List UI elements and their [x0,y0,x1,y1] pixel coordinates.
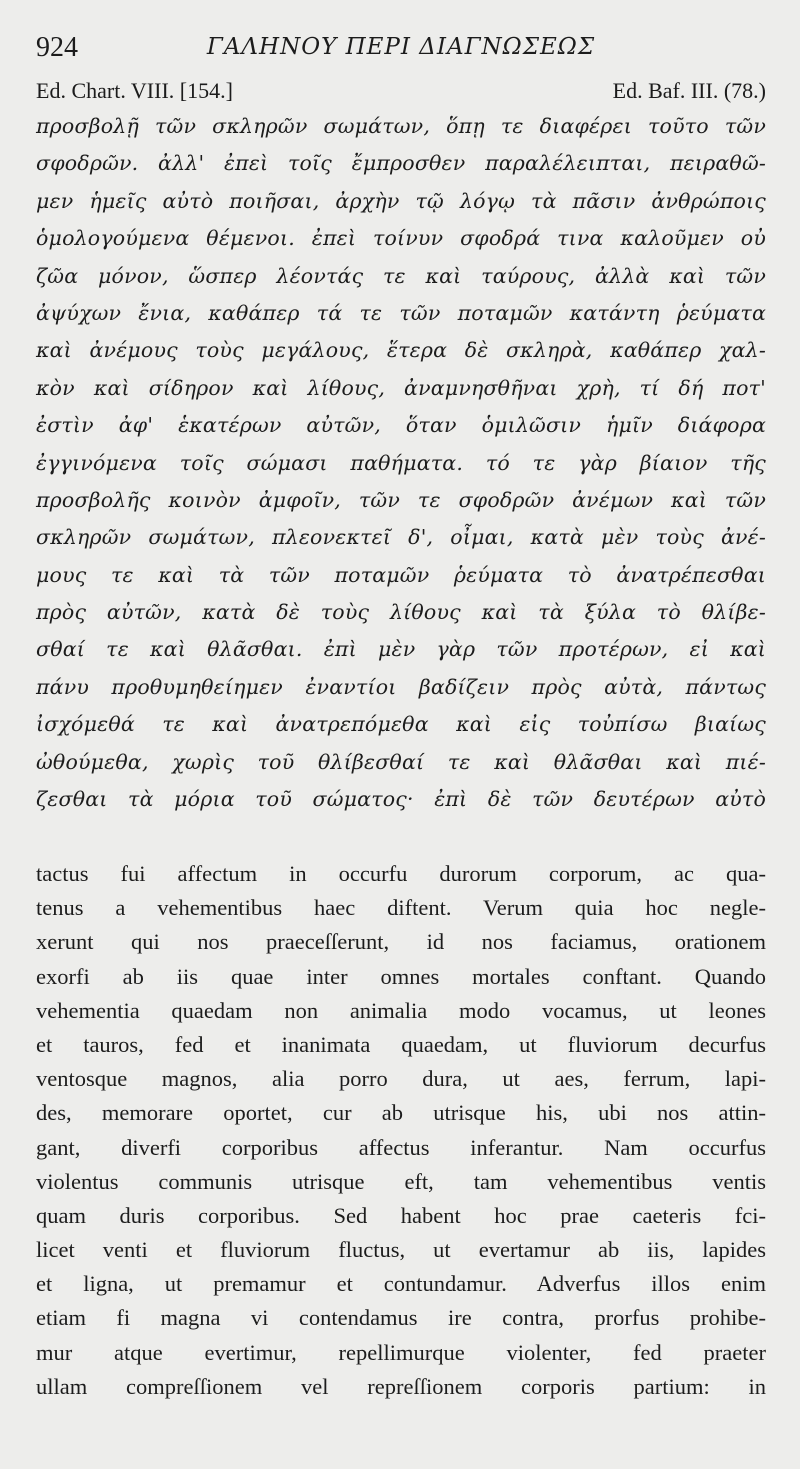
latin-text-line: vehementia quaedam non animalia modo vocamus, ut leones [36,997,766,1023]
latin-text-line: gant, diverfi corporibus affectus inferantur. Nam occurfus [36,1134,766,1160]
latin-text-line: etiam fi magna vi contendamus ire contra, prorfus prohibe- [36,1305,766,1331]
greek-text-line: σφοδρῶν. ἀλλ' ἐπεὶ τοῖς ἔμπροσθεν παραλέλειπται, πειραθῶ- [36,151,766,176]
greek-text-line: ἐγγινόμενα τοῖς σώμασι παθήματα. τό τε γὰρ βίαιον τῆς [36,450,766,475]
latin-text-line: et tauros, fed et inanimata quaedam, ut fluviorum decurfus [36,1031,766,1057]
page-number: 924 [36,32,78,63]
greek-text-line: σθαί τε καὶ θλᾶσθαι. ἐπὶ μὲν γὰρ τῶν προτέρων, εἰ καὶ [36,637,766,662]
running-title: ΓΑΛΗΝΟΥ ΠΕΡΙ ΔΙΑΓΝΩΣΕΩΣ [206,34,596,60]
latin-text-line: tactus fui affectum in occurfu durorum corporum, ac qua- [36,861,766,886]
latin-text-line: licet venti et fluviorum fluctus, ut evertamur ab iis, lapides [36,1237,766,1263]
greek-text-line: ζεσθαι τὰ μόρια τοῦ σώματος· ἐπὶ δὲ τῶν δευτέρων αὐτὸ [36,787,766,812]
page-header [36,28,766,72]
latin-text-line: xerunt qui nos praeceſſerunt, id nos faciamus, orationem [36,929,766,955]
greek-text-line: καὶ ἀνέμους τοὺς μεγάλους, ἕτερα δὲ σκληρὰ, καθάπερ χαλ- [36,338,766,363]
latin-text-line: quam duris corporibus. Sed habent hoc prae caeteris fci- [36,1202,766,1228]
latin-text-line: violentus communis utrisque eft, tam vehementibus ventis [36,1168,766,1194]
edition-references [36,78,766,108]
latin-text-block [36,857,766,1404]
greek-text-line: ἐστὶν ἀφ' ἑκατέρων αὐτῶν, ὅταν ὁμιλῶσιν ἡμῖν διάφορα [36,413,766,438]
greek-text-block [36,108,766,818]
greek-text-line: κὸν καὶ σίδηρον καὶ λίθους, ἀναμνησθῆναι χρὴ, τί δή ποτ' [36,375,766,400]
greek-text-line: πάνυ προθυμηθείημεν ἐναντίοι βαδίζειν πρὸς αὐτὰ, πάντως [36,674,766,699]
latin-text-line: ullam compreſſionem vel repreſſionem corporis partium: in [36,1373,766,1399]
latin-text-line: et ligna, ut premamur et contundamur. Adverfus illos enim [36,1271,766,1297]
greek-text-line: προσβολῆς κοινὸν ἀμφοῖν, τῶν τε σφοδρῶν ἀνέμων καὶ τῶν [36,487,766,512]
latin-text-line: des, memorare oportet, cur ab utrisque his, ubi nos attin- [36,1100,766,1126]
greek-text-line: πρὸς αὐτῶν, κατὰ δὲ τοὺς λίθους καὶ τὰ ξύλα τὸ θλίβε- [36,600,766,625]
greek-text-line: ἀψύχων ἔνια, καθάπερ τά τε τῶν ποταμῶν κατάντη ῥεύματα [36,300,766,325]
latin-text-line: exorfi ab iis quae inter omnes mortales conftant. Quando [36,963,766,989]
greek-text-line: προσβολῇ τῶν σκληρῶν σωμάτων, ὅπῃ τε διαφέρει τοῦτο τῶν [36,114,766,138]
greek-text-line: σκληρῶν σωμάτων, πλεονεκτεῖ δ', οἶμαι, κατὰ μὲν τοὺς ἀνέ- [36,525,766,550]
greek-text-line: ἰσχόμεθά τε καὶ ἀνατρεπόμεθα καὶ εἰς τοὐπίσω βιαίως [36,712,766,737]
greek-text-line: μους τε καὶ τὰ τῶν ποταμῶν ῥεύματα τὸ ἀνατρέπεσθαι [36,562,766,587]
latin-text-line: tenus a vehementibus haec diftent. Verum quia hoc negle- [36,895,766,921]
edition-reference-basel: Ed. Baf. III. (78.) [612,78,766,103]
latin-text-line: ventosque magnos, alia porro dura, ut aes, ferrum, lapi- [36,1066,766,1092]
latin-text-line: mur atque evertimur, repellimurque violenter, fed praeter [36,1339,766,1365]
show-through-text [250,815,760,847]
greek-text-line: μεν ἡμεῖς αὐτὸ ποιῆσαι, ἀρχὴν τῷ λόγῳ τὰ πᾶσιν ἀνθρώποις [36,188,766,213]
greek-text-line: ὠθούμεθα, χωρὶς τοῦ θλίβεσθαί τε καὶ θλᾶσθαι καὶ πιέ- [36,749,766,774]
greek-text-line: ὁμολογούμενα θέμενοι. ἐπεὶ τοίνυν σφοδρά τινα καλοῦμεν οὐ [36,226,766,251]
edition-reference-chartier: Ed. Chart. VIII. [154.] [36,78,233,103]
greek-text-line: ζῶα μόνον, ὥσπερ λέοντάς τε καὶ ταύρους, ἀλλὰ καὶ τῶν [36,263,766,288]
